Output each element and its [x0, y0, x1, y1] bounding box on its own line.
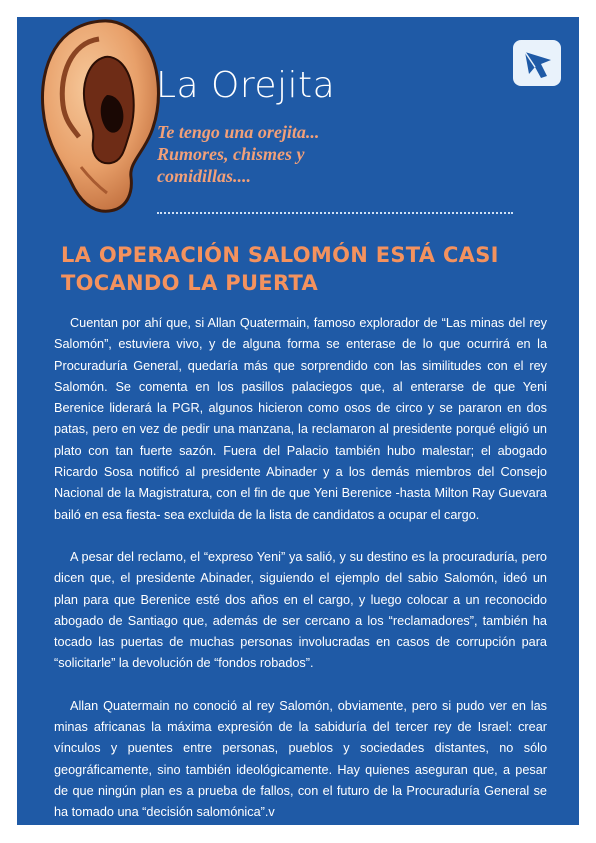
- article-paragraph: A pesar del reclamo, el “expreso Yeni” ya salió, y su destino es la procuraduría, pero dicen que, el presidente Abinader, siguiendo el ejemplo del sabio Salomón, ideó un plan para que Berenice esté dos años en el cargo, y luego colocar a un reconocido abogado de Santiago que, además de ser cercano a los “reclamadores”, también ha tocado las puertas de muchas personas involucradas en casos de corrupción para “solicitarle” la devolución de “fondos robados”.: [54, 549, 547, 671]
- ear-illustration-icon: [33, 17, 173, 217]
- headline-line: LA OPERACIÓN SALOMÓN ESTÁ CASI: [61, 243, 499, 267]
- article-headline: [61, 241, 541, 297]
- tagline: [157, 121, 417, 187]
- article-body: [54, 313, 547, 825]
- dotted-divider: [157, 212, 513, 214]
- article-paragraph: Allan Quatermain no conoció al rey Salomón, obviamente, pero si pudo ver en las minas africanas la máxima expresión de la sabiduría del tercer rey de Israel: crear vínculos y puentes entre personas, pueblos y sociedades distantes, no sólo geográficamente, sino también ideológicamente. Hay quienes aseguran que, a pesar de que ningún plan es a prueba de fallos, con el futuro de la Procuraduría General se ha tomado una “decisión salomónica”.v: [54, 698, 547, 820]
- headline-line: TOCANDO LA PUERTA: [61, 271, 319, 295]
- article-paragraph: Cuentan por ahí que, si Allan Quatermain, famoso explorador de “Las minas del rey Salomón”, estuviera vivo, y de alguna forma se enterase de lo que ocurrirá en la Procuraduría General, quedaría más que sorprendido con las similitudes con el rey Salomón. Se comenta en los pasillos palaciegos que, al enterarse de que Yeni Berenice liderará la PGR, algunos hicieron como osos de circo y se pararon en dos patas, pero en vez de pedir una manzana, la reclamaron al presidente porqué eligió un plato con tan fuerte sazón. Fuera del Palacio también hubo malestar; el abogado Ricardo Sosa notificó al presidente Abinader y a los demás miembros del Consejo Nacional de la Magistratura, con el fin de que Yeni Berenice -hasta Milton Ray Guevara bailó en esa fiesta- sea excluida de la lista de candidatos a ocupar el cargo.: [54, 316, 547, 522]
- page-panel: [17, 17, 579, 825]
- paper-plane-logo-icon: [513, 40, 561, 86]
- tagline-line: Te tengo una orejita...: [157, 122, 320, 142]
- section-title: La Orejita: [156, 65, 336, 106]
- tagline-line: Rumores, chismes y: [157, 144, 305, 164]
- tagline-line: comidillas....: [157, 166, 251, 186]
